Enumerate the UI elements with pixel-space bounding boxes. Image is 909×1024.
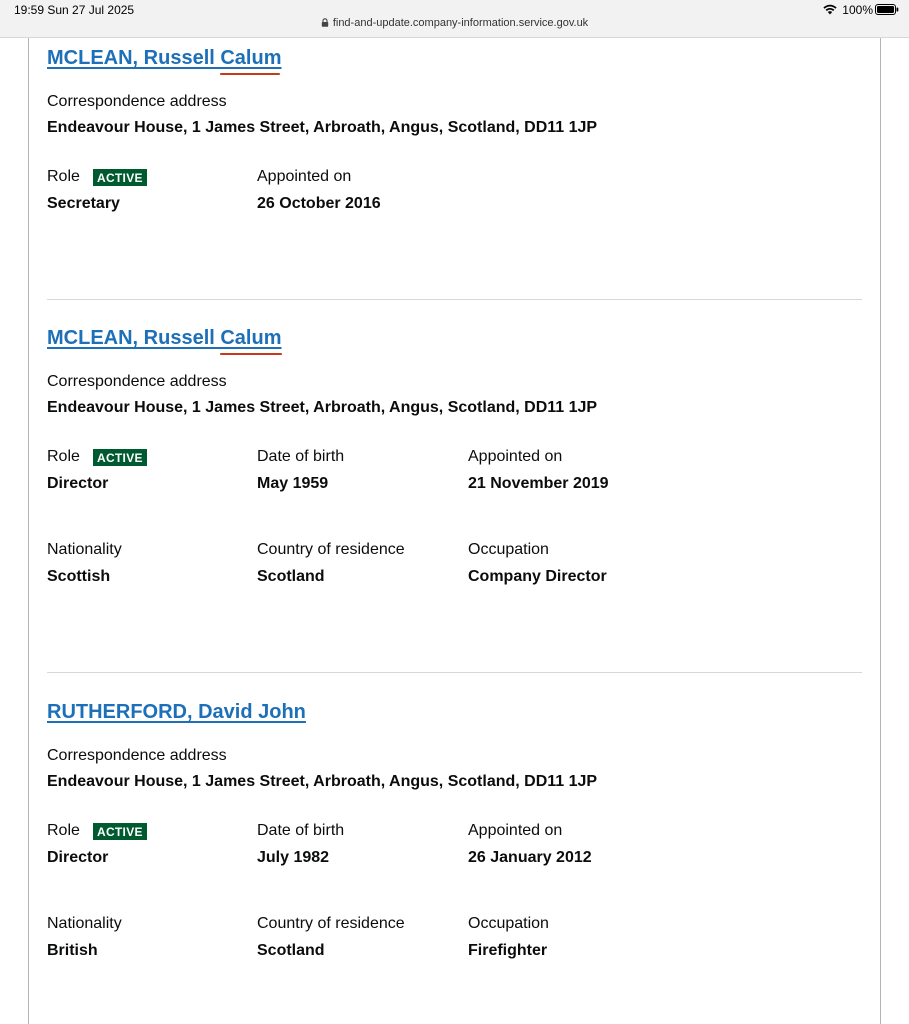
wifi-icon — [823, 4, 837, 15]
section-divider — [47, 672, 862, 673]
occupation-value: Company Director — [468, 568, 607, 585]
status-time: 19:59 Sun 27 Jul 2025 — [14, 3, 135, 17]
appointed-label: Appointed on — [468, 448, 563, 465]
section-divider — [47, 299, 862, 300]
officer-name-link[interactable]: RUTHERFORD, David John — [47, 701, 306, 723]
address-value: Endeavour House, 1 James Street, Arbroath, Angus, Scotland, DD11 1JP — [47, 773, 598, 790]
status-badge: ACTIVE — [93, 823, 147, 840]
address-label: Correspondence address — [47, 747, 227, 764]
nationality-value: Scottish — [47, 568, 111, 585]
dob-value: May 1959 — [257, 475, 329, 492]
role-value: Director — [47, 849, 109, 866]
status-badge: ACTIVE — [93, 449, 147, 466]
browser-status-bar — [0, 0, 909, 38]
role-label: Role — [47, 448, 80, 465]
appointed-label: Appointed on — [257, 168, 352, 185]
officer-item — [47, 47, 862, 287]
address-value: Endeavour House, 1 James Street, Arbroath, Angus, Scotland, DD11 1JP — [47, 399, 598, 416]
address-label: Correspondence address — [47, 93, 227, 110]
residence-label: Country of residence — [257, 541, 405, 558]
role-label: Role — [47, 822, 80, 839]
dob-label: Date of birth — [257, 448, 345, 465]
dob-value: July 1982 — [257, 849, 330, 866]
residence-value: Scotland — [257, 942, 325, 959]
role-value: Director — [47, 475, 109, 492]
nationality-label: Nationality — [47, 541, 122, 558]
status-badge: ACTIVE — [93, 169, 147, 186]
address-bar[interactable] — [0, 17, 909, 29]
officer-name-link[interactable]: MCLEAN, Russell Calum — [47, 47, 282, 69]
battery-percentage: 100% — [842, 3, 873, 17]
nationality-label: Nationality — [47, 915, 122, 932]
occupation-label: Occupation — [468, 915, 549, 932]
residence-label: Country of residence — [257, 915, 405, 932]
occupation-value: Firefighter — [468, 942, 548, 959]
appointed-value: 21 November 2019 — [468, 475, 609, 492]
lock-icon — [321, 18, 329, 27]
appointed-value: 26 October 2016 — [257, 195, 381, 212]
nationality-value: British — [47, 942, 98, 959]
address-value: Endeavour House, 1 James Street, Arbroath, Angus, Scotland, DD11 1JP — [47, 119, 598, 136]
occupation-label: Occupation — [468, 541, 549, 558]
officer-name-link[interactable]: MCLEAN, Russell Calum — [47, 327, 282, 349]
dob-label: Date of birth — [257, 822, 345, 839]
spellcheck-underline — [220, 353, 282, 355]
appointed-value: 26 January 2012 — [468, 849, 592, 866]
officer-item — [47, 701, 862, 1021]
residence-value: Scotland — [257, 568, 325, 585]
role-label: Role — [47, 168, 80, 185]
role-value: Secretary — [47, 195, 120, 212]
appointed-label: Appointed on — [468, 822, 563, 839]
address-label: Correspondence address — [47, 373, 227, 390]
battery-icon — [875, 4, 899, 15]
spellcheck-underline — [220, 73, 280, 75]
url-text: find-and-update.company-information.service.gov.uk — [332, 17, 589, 29]
officer-item — [47, 327, 862, 647]
